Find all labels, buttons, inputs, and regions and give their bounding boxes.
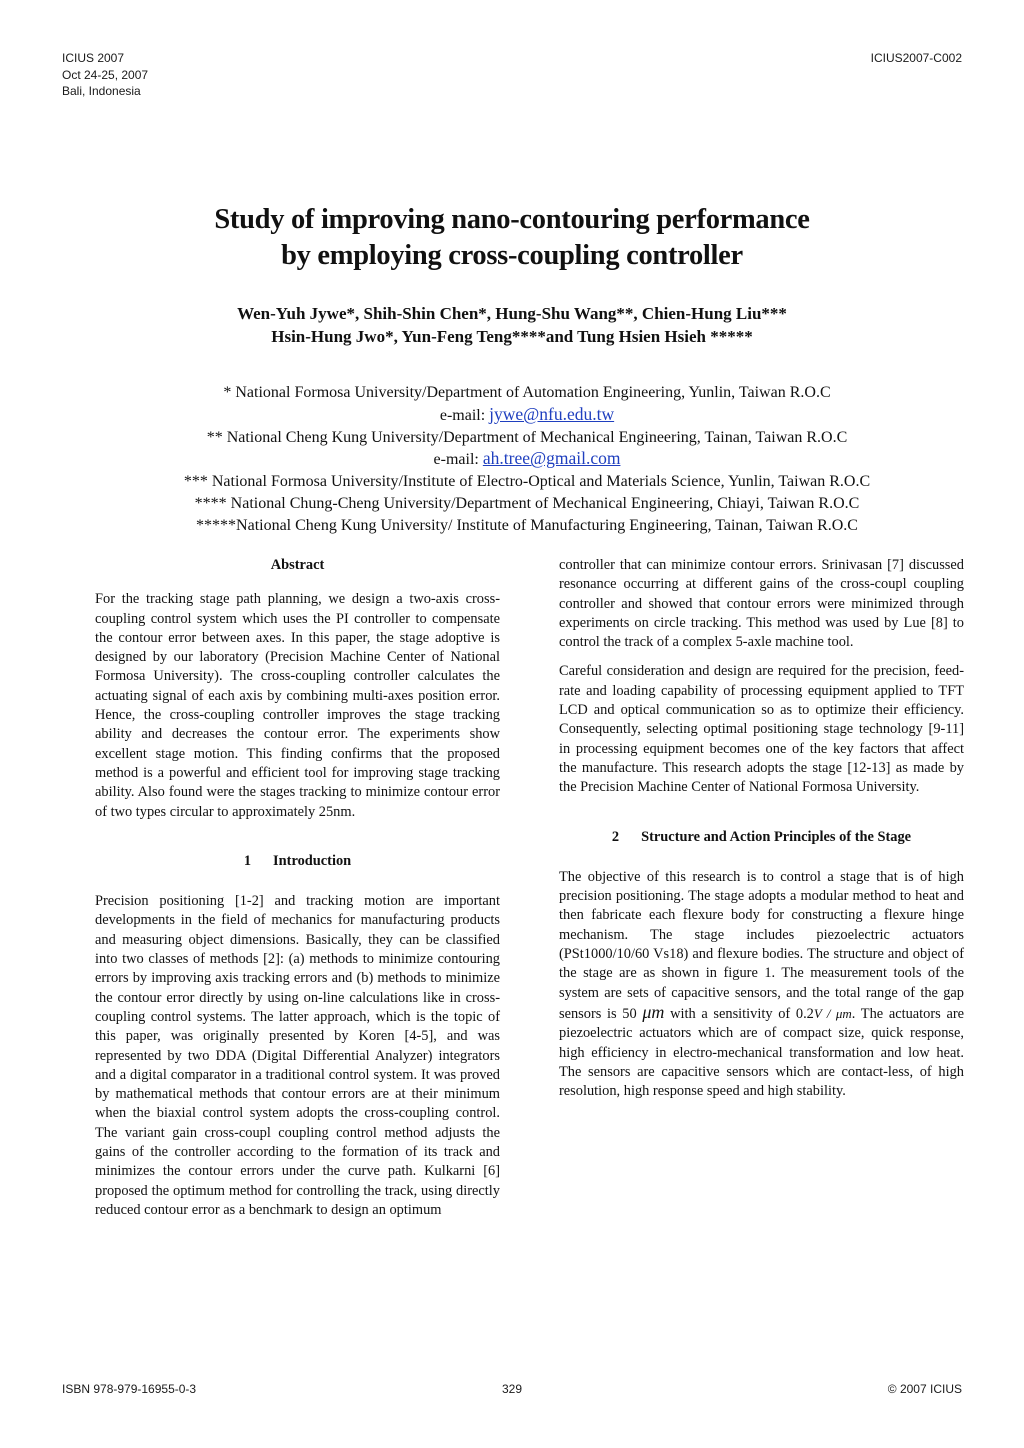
conference-name: ICIUS 2007 bbox=[62, 51, 125, 65]
copyright: © 2007 ICIUS bbox=[887, 1382, 962, 1396]
email-line-1 bbox=[130, 404, 924, 427]
affiliation-1: * National Formosa University/Department of Automation Engineering, Yunlin, Taiwan R.O.C bbox=[223, 384, 831, 401]
section-number: 2 bbox=[611, 828, 620, 845]
email-label: e-mail: bbox=[439, 406, 490, 424]
title-line-1: Study of improving nano-contouring performance bbox=[214, 204, 810, 235]
page-number: 329 bbox=[501, 1382, 523, 1396]
left-column bbox=[95, 556, 500, 1220]
paper-title bbox=[0, 202, 1024, 274]
email-link-jywe[interactable]: jywe@nfu.edu.tw bbox=[489, 403, 615, 424]
email-link-ahtree[interactable]: ah.tree@gmail.com bbox=[482, 448, 621, 469]
abstract-text: For the tracking stage path planning, we design a two-axis cross-coupling control system which uses the PI controller to compensate the contour error between axes. In this paper, the stage adoptive is designed by our laboratory (Precision Machine Center of National Formosa University). The cross-coupling controller calculates the actuating signal of each axis by combining multi-axes position error. Hence, the cross-coupling controller improves the stage tracking ability and decreases the contour error. The experiments show excellent stage motion. This finding confirms that the proposed method is a powerful and efficient tool for improving stage tracking ability. Also found were the stages tracking to minimize contour error of two types circular to approximately 25nm. bbox=[95, 591, 500, 820]
authors-line-1: Wen-Yuh Jywe*, Shih-Shin Chen*, Hung-Shu Wang**, Chien-Hung Liu*** bbox=[237, 304, 787, 323]
author-list bbox=[0, 302, 1024, 348]
affiliation-2: ** National Cheng Kung University/Department of Mechanical Engineering, Tainan, Taiwan R.O.C bbox=[206, 428, 848, 446]
affiliation-5: *****National Cheng Kung University/ Institute of Manufacturing Engineering, Tainan, Taiwan R.O.C bbox=[196, 516, 858, 534]
section-title: Structure and Action Principles of the Stage bbox=[641, 828, 912, 845]
introduction-text: Precision positioning [1-2] and tracking motion are important developments in the field of mechanics for manufacturing products and measuring object dimensions. Basically, they can be classified into two classes of methods [2]: (a) methods to minimize contouring errors by improving axis tracking errors and (b) methods to minimize the contour error directly by using on-line calculations like in cross-coupling control systems. The latter approach, which is the topic of this paper, was originally presented by Koren [4-5], and was represented by two DDA (Digital Differential Analyzer) integrators and a digital comparator in a traditional control system. It was proved by mathematical methods that contour errors are at their minimum when the biaxial control system adopts the cross-coupling control. The variant gain cross-coupl coupling control method adjusts the gains of the controller according to the formation of its track and minimizes the contour errors under the curve path. Kulkarni [6] proposed the optimum method for controlling the track, using directly reduced contour error as a benchmark to design an optimum bbox=[95, 893, 500, 1218]
email-label: e-mail: bbox=[433, 451, 483, 469]
affiliation-3: *** National Formosa University/Institute of Electro-Optical and Materials Science, Yunlin, Taiwan R.O.C bbox=[183, 473, 871, 491]
micrometer-unit: μm bbox=[642, 1001, 665, 1022]
section-2-text bbox=[559, 868, 964, 1102]
paper-id: ICIUS2007-C002 bbox=[870, 51, 962, 65]
section-title: Introduction bbox=[273, 852, 352, 869]
conference-dates: Oct 24-25, 2007 bbox=[62, 67, 149, 82]
section-2-heading bbox=[559, 828, 964, 847]
section-2-text-c: . The actuators are piezoelectric actuators which are of compact size, quick response, high efficiency in electro-mechanical transformation and low heat. The sensors are capacitive sensors which are contact-less, of high resolution, high response speed and high stability. bbox=[559, 1005, 965, 1100]
right-column bbox=[559, 556, 964, 1101]
abstract-heading: Abstract bbox=[270, 557, 325, 573]
authors-line-2: Hsin-Hung Jwo*, Yun-Feng Teng****and Tung Hsien Hsieh ***** bbox=[271, 327, 753, 346]
section-1-heading bbox=[95, 852, 500, 871]
introduction-continued: controller that can minimize contour errors. Srinivasan [7] discussed resonance occurring at different gains of the cross-coupl coupling controller and showed that contour errors were minimized through experiments on circle tracking. This method was used by Lue [8] to control the track of a complex 5-axle machine tool. bbox=[559, 557, 964, 651]
affiliation-4: **** National Chung-Cheng University/Department of Mechanical Engineering, Chiayi, Taiwan R.O.C bbox=[194, 494, 860, 512]
isbn: ISBN 978-979-16955-0-3 bbox=[62, 1382, 197, 1396]
volt-per-micrometer-unit: V / μm bbox=[813, 1005, 852, 1021]
title-line-2: by employing cross-coupling controller bbox=[281, 240, 743, 271]
section-2-text-b: with a sensitivity of 0.2 bbox=[664, 1005, 814, 1022]
section-number: 1 bbox=[243, 852, 252, 869]
email-line-2 bbox=[130, 448, 924, 471]
section-2-text-a: The objective of this research is to control a stage that is of high precision positioning. The stage adopts a modular method to heat and then fabricate each flexure body for constructing a flexure hinge mechanism. The stage includes piezoelectric actuators (PSt1000/10/60 Vs18) and flexure bodies. The structure and object of the stage are as shown in figure 1. The measurement tools of the system are sets of capacitive sensors, and the total range of the gap sensors is 50 bbox=[559, 868, 964, 1022]
conference-location: Bali, Indonesia bbox=[62, 84, 141, 98]
running-header-left bbox=[62, 50, 148, 100]
introduction-paragraph-2: Careful consideration and design are required for the precision, feed-rate and loading capability of processing equipment applied to TFT LCD and optical communication so as to optimize their efficiency. Consequently, selecting optimal positioning stage technology [9-11] in processing equipment becomes one of the key factors that affect the manufacture. This research adopts the stage [12-13] as made by the Precision Machine Center of National Formosa University. bbox=[559, 663, 964, 796]
affiliations bbox=[130, 382, 924, 537]
